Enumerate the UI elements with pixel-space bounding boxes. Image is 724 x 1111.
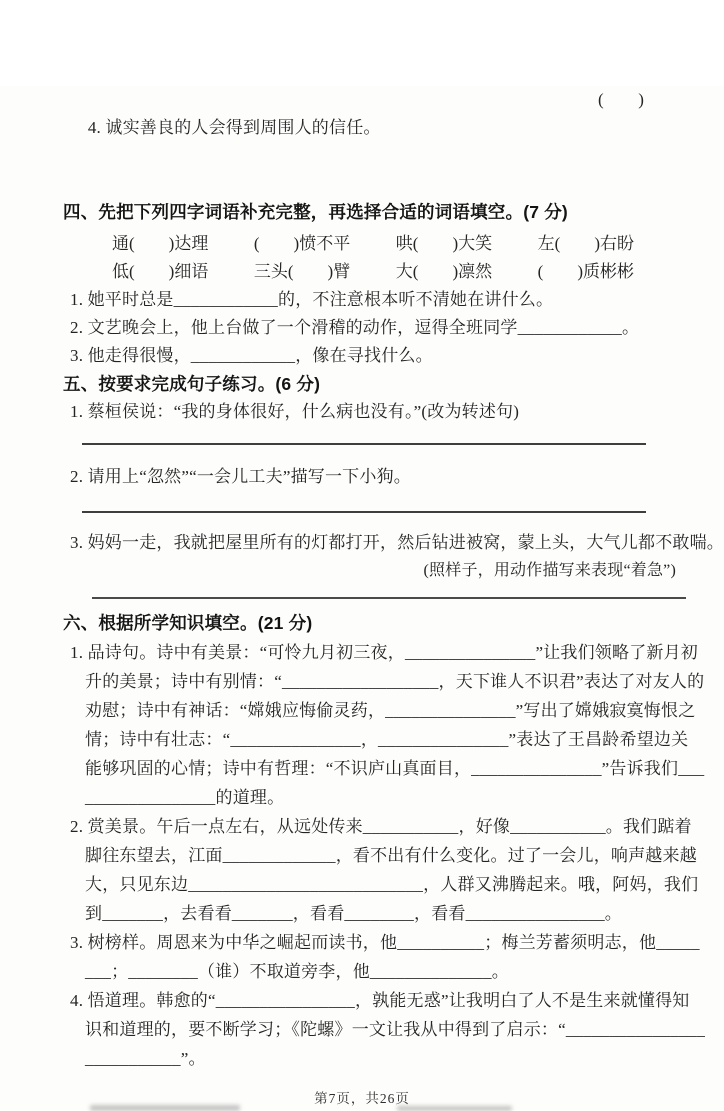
section4-question-1: 1. 她平时总是____________的，不注意根本听不清她在讲什么。 — [70, 290, 554, 309]
idiom-row-2 — [112, 258, 634, 286]
idiom-blank: 大( )凛然 — [395, 262, 493, 281]
idiom-blank: ( )质彬彬 — [537, 262, 634, 281]
section6-question-2-cont: 到_______，去看看_______，看看________，看看________________。 — [85, 904, 622, 923]
exam-page — [0, 86, 724, 1110]
idiom-blank: 左( )右盼 — [537, 234, 634, 253]
idiom-blank: 通( )达理 — [112, 234, 209, 253]
section5-question-3-hint: (照样子，用动作描写来表现“着急”) — [423, 562, 676, 579]
section6-question-4: 4. 悟道理。韩愈的“________________，孰能无惑”让我明白了人不是生来就懂得知 — [70, 991, 690, 1010]
section6-question-2: 2. 赏美景。午后一点左右，从远处传来___________，好像___________。我们踮着 — [70, 817, 692, 836]
section4-heading: 四、先把下列四字词语补充完整，再选择合适的词语填空。(7 分) — [63, 202, 568, 222]
scan-artifact — [90, 1105, 240, 1111]
idiom-row-1 — [112, 230, 634, 258]
true-false-text: 4. 诚实善良的人会得到周围人的信任。 — [87, 118, 381, 137]
answer-brackets: ( ) — [598, 90, 645, 109]
idiom-blank: 低( )细语 — [112, 262, 209, 281]
idiom-blank: 三头( )臂 — [253, 262, 351, 281]
section6-question-1: 1. 品诗句。诗中有美景：“可怜九月初三夜，_______________”让我们领略了新月初 — [70, 643, 698, 662]
section6-question-1-cont: _______________的道理。 — [85, 788, 285, 807]
section-divider — [92, 597, 686, 599]
section5-question-1: 1. 蔡桓侯说：“我的身体很好，什么病也没有。”(改为转述句) — [70, 402, 520, 421]
answer-line — [82, 443, 646, 445]
section6-question-2-cont: 脚往东望去，江面_____________，看不出有什么变化。过了一会儿，响声越来越 — [85, 846, 697, 865]
section6-question-1-cont: 能够巩固的心情；诗中有哲理：“不识庐山真面目，_______________”告诉我们___ — [85, 759, 705, 778]
section4-question-2: 2. 文艺晚会上，他上台做了一个滑稽的动作，逗得全班同学____________。 — [70, 318, 640, 337]
section5-question-2: 2. 请用上“忽然”“一会儿工夫”描写一下小狗。 — [70, 467, 411, 486]
section6-question-4-cont: ___________”。 — [85, 1049, 206, 1068]
section4-question-3: 3. 他走得很慢，____________，像在寻找什么。 — [70, 346, 433, 365]
section5-heading: 五、按要求完成句子练习。(6 分) — [63, 374, 321, 394]
section6-question-1-cont: 劝慰；诗中有神话：“嫦娥应悔偷灵药，_______________”写出了嫦娥寂寞悔恨之 — [85, 701, 696, 720]
idiom-blank: 哄( )大笑 — [395, 234, 493, 253]
section6-question-3: 3. 树榜样。周恩来为中华之崛起而读书，他__________；梅兰芳蓄须明志，他_____ — [70, 933, 700, 952]
true-false-item — [70, 86, 724, 198]
section5-question-3: 3. 妈妈一走，我就把屋里所有的灯都打开，然后钻进被窝，蒙上头，大气儿都不敢喘。 — [70, 533, 724, 552]
section6-question-1-cont: 升的美景；诗中有别情：“__________________，天下谁人不识君”表达了对友人的 — [85, 672, 705, 691]
scan-artifact — [397, 1106, 512, 1111]
section6-question-2-cont: 大，只见东边___________________________，人群又沸腾起来。哦，阿妈，我们 — [85, 875, 699, 894]
section6 — [0, 609, 724, 1073]
answer-line — [82, 511, 646, 513]
idiom-blank: ( )愤不平 — [253, 234, 351, 253]
page-number: 第7页，共26页 — [314, 1091, 410, 1106]
section6-question-1-cont: 情；诗中有壮志：“_______________，_______________”表达了王昌龄希望边关 — [85, 730, 689, 749]
section6-question-3-cont: ___；________（谁）不取道旁李，他______________。 — [85, 962, 509, 981]
section6-question-4-cont: 识和道理的，要不断学习；《陀螺》一文让我从中得到了启示：“________________ — [85, 1020, 706, 1039]
section6-heading: 六、根据所学知识填空。(21 分) — [63, 613, 313, 633]
